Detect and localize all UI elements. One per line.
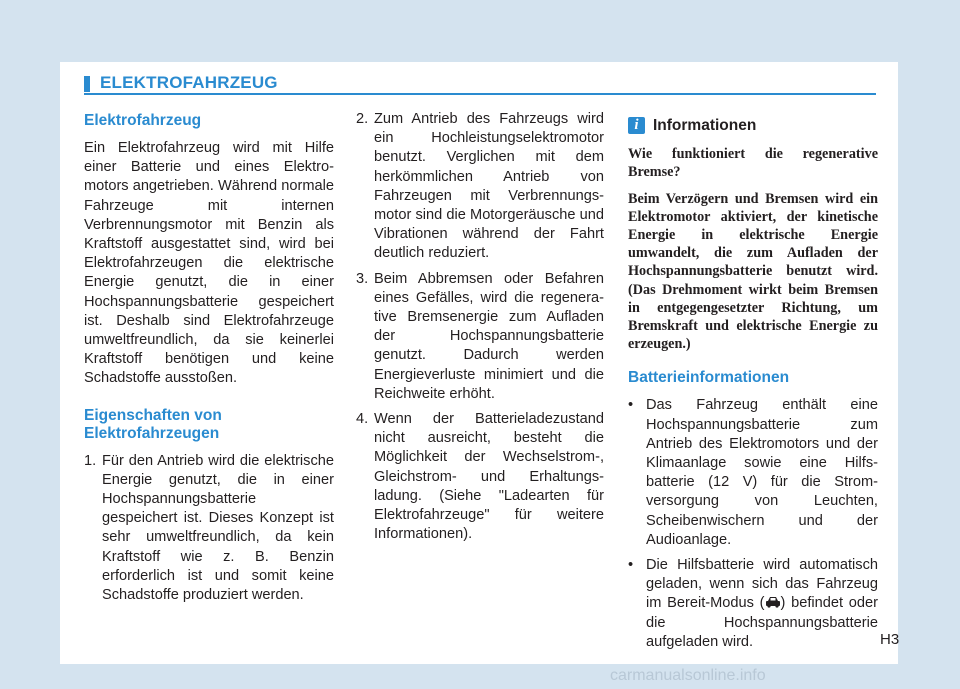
list-number: 2.	[356, 111, 369, 127]
feature-list	[84, 452, 334, 606]
list-item	[628, 396, 878, 550]
list-item	[356, 410, 604, 544]
column-right	[628, 110, 878, 658]
info-title: Informationen	[653, 117, 757, 134]
info-answer: Beim Verzögern und Bremsen wird ein Elektromotor aktiviert, der kinetische Energie in elektrische Energie umwandelt, die zum Aufladen der Hochspannungsbatterie benutzt wird. (Das Drehmoment wirkt beim Bremsen in entgegengesetzter Richtung, um Bremskraft und elektrische Energie zu erzeugen.)	[628, 190, 878, 353]
section-title-batterie: Batterieinformationen	[628, 369, 790, 387]
feature-list-continued	[356, 110, 604, 544]
list-item	[628, 556, 878, 652]
bullet-marker: •	[628, 397, 634, 414]
section-title-elektrofahrzeug: Elektrofahrzeug	[84, 112, 202, 129]
page-number: H3	[880, 631, 900, 648]
list-item-text: Für den Antrieb wird die elektrische Energie genutzt, die in einer Hochspannungsbatterie gespeichert ist. Dieses Konzept ist sehr umweltfreundlich, da kein Kraftstoff wie z. B. Benzin erforderlich ist und somit keine Schadstoffe produziert werden.	[102, 452, 334, 604]
info-question: Wie funktioniert die regenerative Bremse?	[628, 146, 878, 181]
list-item-text: Das Fahrzeug enthält eine Hochspannungsbatterie zum Antrieb des Elektromotors und der Klimaanlage sowie eine Hilfs-batterie (12 V) für die Strom-versorgung von Leuchten, Scheibenwischern und der Audioanlage.	[646, 397, 878, 548]
list-number: 1.	[84, 452, 97, 469]
watermark: carmanualsonline.info	[610, 667, 766, 684]
section-title-eigenschaften: Eigenschaften von Elektrofahrzeugen	[84, 406, 222, 442]
page-title: ELEKTROFAHRZEUG	[100, 73, 278, 92]
bullet-marker: •	[628, 557, 634, 574]
list-item	[356, 270, 604, 404]
list-number: 3.	[356, 270, 369, 287]
battery-list	[628, 396, 878, 652]
list-item-text: Zum Antrieb des Fahrzeugs wird ein Hochleistungselektromotor benutzt. Verglichen mit dem herkömmlichen Antrieb von Fahrzeugen mit Verbrennungs-motor sind die Motorgeräusche und Vibrationen während der Fahrt deutlich reduziert.	[374, 111, 604, 262]
list-item-text: Beim Abbremsen oder Befahren eines Gefälles, wird die regenera-tive Bremsenergie zum Aufladen der Hochspannungsbatterie genutzt. Dadurch werden Energieverluste minimiert und die Reichweite erhöht.	[374, 270, 604, 402]
list-item-text-before: Die Hilfsbatterie wird automatisch geladen, wenn sich das Fahrzeug im Bereit-Modus (	[646, 557, 878, 612]
header-rule	[84, 93, 876, 95]
header-accent-bar	[84, 76, 90, 92]
list-item-text-after: ) befindet oder die Hochspannungsbatterie aufgeladen wird.	[646, 595, 878, 650]
info-header	[628, 116, 878, 135]
list-item	[84, 452, 334, 606]
list-item	[356, 110, 604, 264]
list-item-text: Wenn der Batterieladezustand nicht ausreicht, besteht die Möglichkeit der Wechselstrom-, Gleichstrom- und Erhaltungs-ladung. (Siehe "Ladearten für Elektrofahrzeuge" für weitere Informationen).	[374, 411, 604, 543]
column-middle	[356, 110, 604, 550]
info-icon: i	[628, 117, 645, 134]
list-number: 4.	[356, 411, 369, 428]
ready-mode-car-icon	[765, 596, 781, 608]
column-left	[84, 108, 334, 611]
intro-paragraph: Ein Elektrofahrzeug wird mit Hilfe einer Batterie und eines Elektro-motors angetrieben. Während normale Fahrzeuge mit internen Verbrennungsmotor mit Benzin als Kraftstoff ausgestattet sind, wird bei Elektrofahrzeugen die elektrische Energie genutzt, die in einer Hochspannungsbatterie gespeichert ist. Deshalb sind Elektrofahrzeuge umweltfreundlich, da sie keinerlei Kraftstoff benötigen und keine Schadstoffe ausstoßen.	[84, 140, 334, 387]
